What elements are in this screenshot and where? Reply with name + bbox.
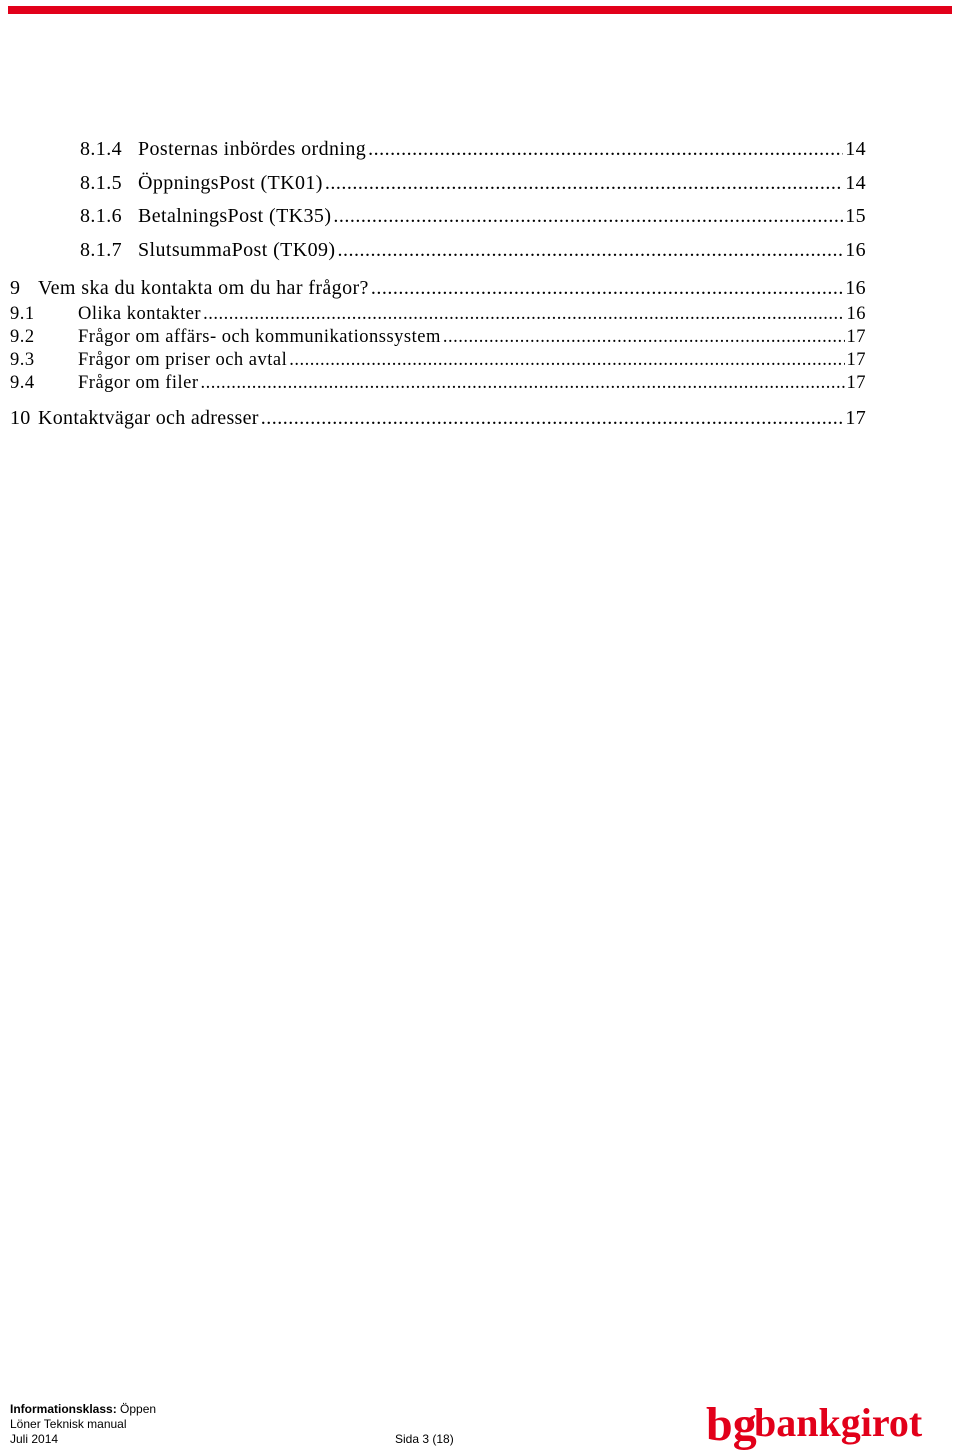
toc-entry[interactable]: [10, 327, 866, 348]
toc-leader-dots: [289, 350, 844, 371]
toc-leader-dots: [443, 327, 845, 348]
toc-leader-dots: [203, 304, 844, 325]
toc-entry-title: Kontaktvägar och adresser: [38, 407, 259, 429]
toc-entry-title: Olika kontakter: [78, 304, 202, 324]
toc-entry-number: 9.3: [10, 350, 35, 370]
classification-value: Öppen: [120, 1402, 157, 1416]
toc-entry-page: 14: [845, 138, 866, 160]
toc-leader-dots: [325, 172, 843, 195]
toc-entry-title: Frågor om affärs- och kommunikationssystem: [78, 327, 441, 347]
toc-entry-title: Frågor om priser och avtal: [78, 350, 288, 370]
toc-entry-title: ÖppningsPost (TK01): [138, 172, 323, 194]
toc-entry[interactable]: [80, 138, 866, 161]
toc-entry-number: 8.1.6: [80, 205, 122, 227]
footer-classification: [10, 1402, 156, 1417]
document-name: Löner Teknisk manual: [10, 1417, 127, 1431]
header-rule: [8, 6, 952, 14]
toc-entry[interactable]: [80, 205, 866, 228]
toc-leader-dots: [371, 277, 843, 300]
toc-entry-page: 17: [846, 327, 866, 347]
toc-entry-number: 9: [10, 277, 21, 299]
toc-entry-title: Posternas inbördes ordning: [138, 138, 367, 160]
toc-entry-page: 17: [846, 350, 866, 370]
logo-wordmark: bankgirot: [754, 1400, 923, 1445]
page-footer: [10, 1402, 156, 1447]
toc-entry[interactable]: [10, 350, 866, 371]
toc-entry-number: 9.1: [10, 304, 35, 324]
toc-entry[interactable]: [10, 373, 866, 394]
toc-entry-title: Frågor om filer: [78, 373, 199, 393]
toc-entry-page: 17: [845, 407, 866, 429]
toc-leader-dots: [337, 239, 843, 262]
toc-entry-title: Vem ska du kontakta om du har frågor?: [38, 277, 369, 299]
page-number: Sida 3 (18): [395, 1432, 454, 1446]
toc-entry[interactable]: [80, 239, 866, 262]
toc-entry[interactable]: [10, 407, 866, 430]
toc-entry-page: 16: [845, 239, 866, 261]
toc-entry[interactable]: [10, 304, 866, 325]
toc-entry-number: 9.4: [10, 373, 35, 393]
toc-entry-page: 16: [845, 277, 866, 299]
toc-entry-title: BetalningsPost (TK35): [138, 205, 332, 227]
classification-label: Informationsklass:: [10, 1402, 117, 1416]
document-date: Juli 2014: [10, 1432, 59, 1446]
toc-entry[interactable]: [10, 277, 866, 300]
toc-entry-number: 8.1.7: [80, 239, 122, 261]
toc-entry-page: 16: [846, 304, 866, 324]
toc-leader-dots: [333, 205, 843, 228]
toc-leader-dots: [201, 373, 845, 394]
toc-entry-number: 10: [10, 407, 31, 429]
toc-entry-number: 8.1.4: [80, 138, 122, 160]
toc-entry[interactable]: [80, 172, 866, 195]
toc-entry-number: 9.2: [10, 327, 35, 347]
toc-leader-dots: [261, 407, 844, 430]
logo-mark: bg: [706, 1398, 757, 1451]
toc-entry-number: 8.1.5: [80, 172, 122, 194]
toc-entry-title: SlutsummaPost (TK09): [138, 239, 336, 261]
toc-leader-dots: [368, 138, 843, 161]
toc-entry-page: 14: [845, 172, 866, 194]
toc-entry-page: 15: [845, 205, 866, 227]
bankgirot-logo-icon: [702, 1394, 952, 1452]
toc-entry-page: 17: [846, 373, 866, 393]
